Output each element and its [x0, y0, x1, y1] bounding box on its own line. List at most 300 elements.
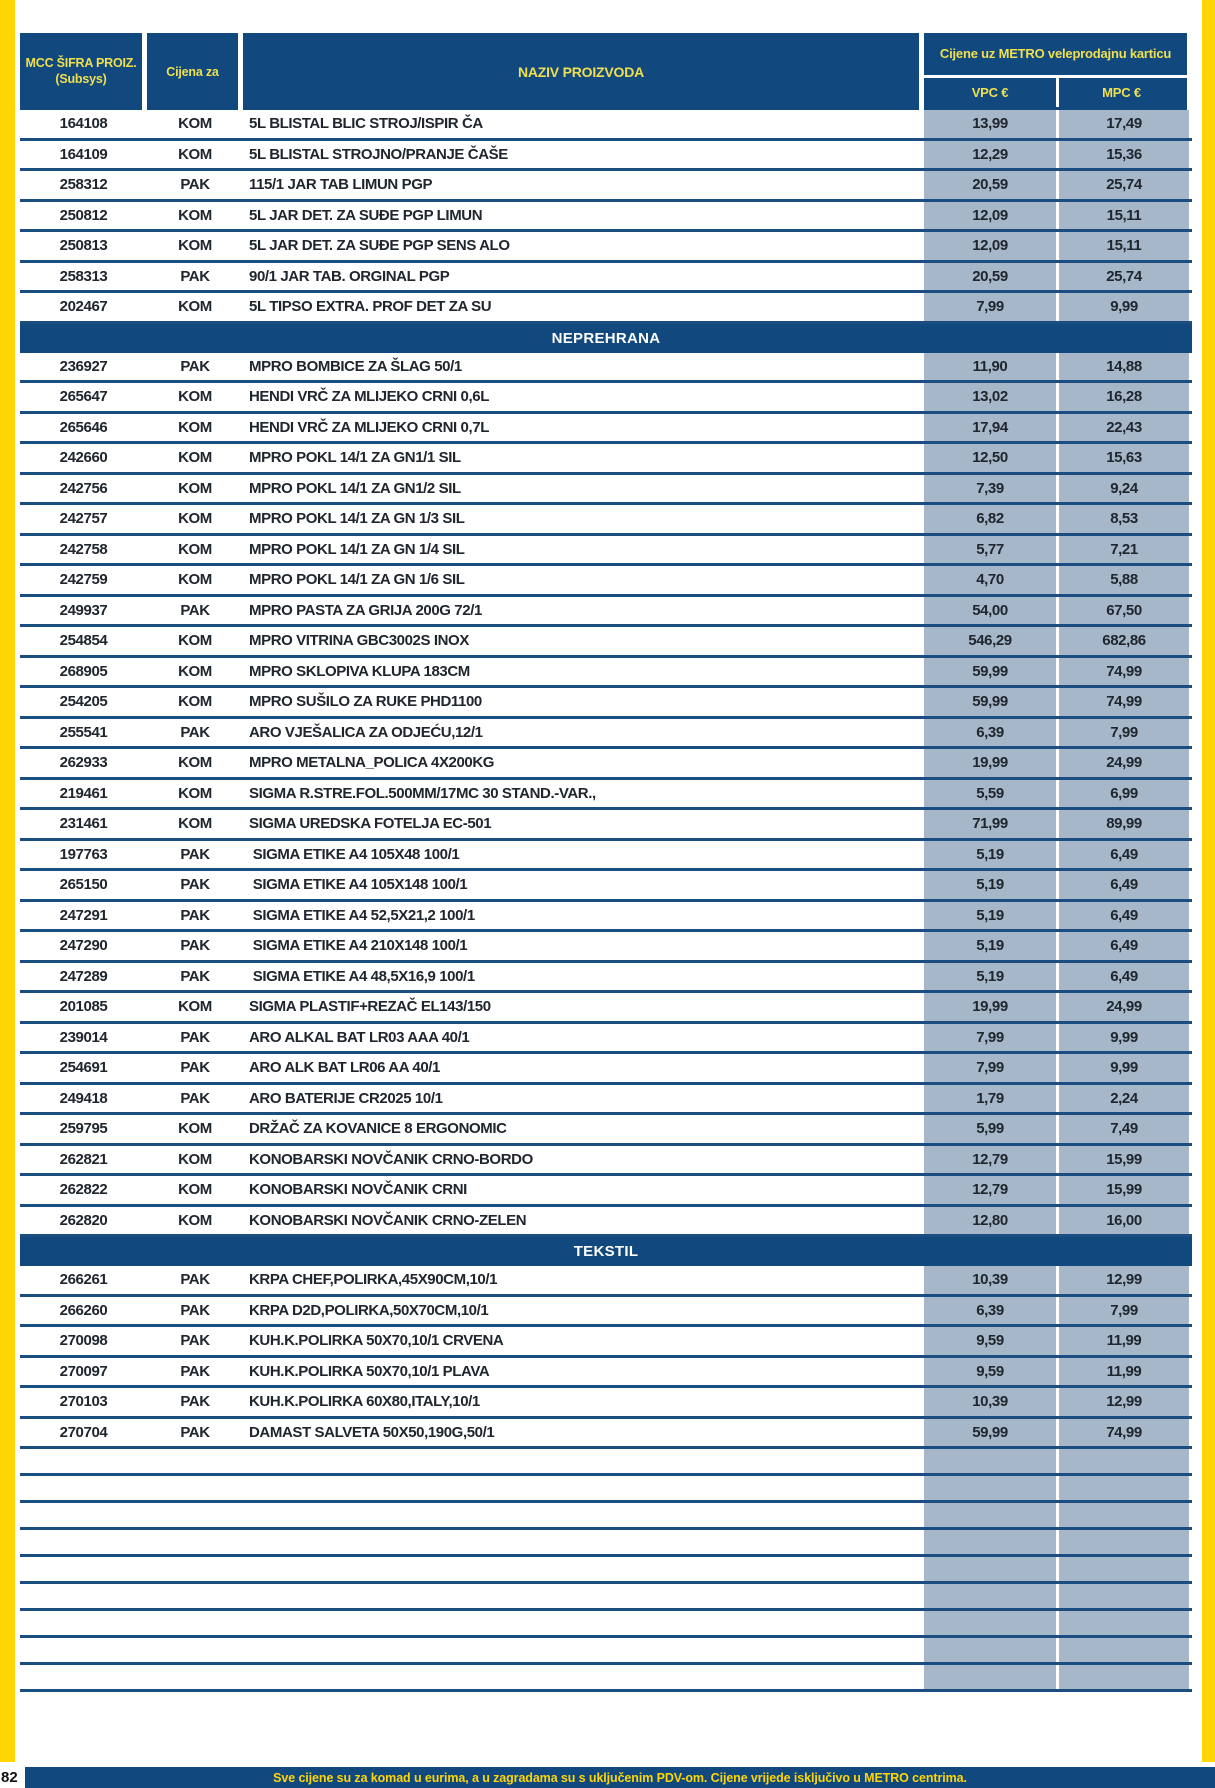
row-product-name — [243, 1611, 924, 1635]
row-code: 231461 — [59, 815, 108, 833]
row-unit: KOM — [178, 298, 212, 316]
row-code — [20, 1449, 147, 1473]
header-col-code-line2: (Subsys) — [55, 71, 107, 86]
row-unit: PAK — [180, 357, 210, 375]
row-mpc-price: 15,11 — [1059, 232, 1189, 260]
row-vpc-price: 54,00 — [924, 597, 1059, 625]
table-row — [20, 993, 1192, 1024]
row-vpc-price: 5,19 — [924, 932, 1059, 960]
row-unit: KOM — [178, 237, 212, 255]
row-unit: PAK — [180, 1059, 210, 1077]
row-code: 266261 — [59, 1271, 108, 1289]
row-unit: KOM — [178, 540, 212, 558]
table-row — [20, 444, 1192, 475]
row-product-name: ARO VJEŠALICA ZA ODJEĆU,12/1 — [249, 723, 483, 741]
row-product-name: KUH.K.POLIRKA 50X70,10/1 PLAVA — [249, 1362, 490, 1380]
row-product-name: MPRO POKL 14/1 ZA GN1/2 SIL — [249, 479, 461, 497]
table-row — [20, 597, 1192, 628]
row-vpc-price: 5,19 — [924, 963, 1059, 991]
row-vpc-price: 5,19 — [924, 902, 1059, 930]
row-mpc-price: 9,99 — [1059, 1024, 1189, 1052]
row-mpc-price: 22,43 — [1059, 414, 1189, 442]
row-mpc-price: 12,99 — [1059, 1266, 1189, 1294]
table-row — [20, 780, 1192, 811]
row-mpc-price: 2,24 — [1059, 1085, 1189, 1113]
row-vpc-price: 71,99 — [924, 810, 1059, 838]
row-unit: KOM — [178, 418, 212, 436]
row-mpc-price: 15,36 — [1059, 141, 1189, 169]
row-vpc-price: 10,39 — [924, 1266, 1059, 1294]
row-product-name: MPRO POKL 14/1 ZA GN1/1 SIL — [249, 449, 461, 467]
row-code: 254205 — [59, 693, 108, 711]
row-product-name — [243, 1476, 924, 1500]
empty-row — [20, 1530, 1192, 1557]
row-vpc-price: 59,99 — [924, 1419, 1059, 1447]
row-mpc-price: 9,99 — [1059, 1054, 1189, 1082]
row-code: 247291 — [59, 906, 108, 924]
row-mpc-price: 11,99 — [1059, 1358, 1189, 1386]
row-vpc-price: 12,80 — [924, 1207, 1059, 1235]
row-vpc-price: 12,09 — [924, 232, 1059, 260]
row-mpc-price: 7,49 — [1059, 1115, 1189, 1143]
table-row — [20, 1297, 1192, 1328]
row-unit: KOM — [178, 662, 212, 680]
row-product-name: KUH.K.POLIRKA 50X70,10/1 CRVENA — [249, 1332, 504, 1350]
row-vpc-price: 9,59 — [924, 1358, 1059, 1386]
row-mpc-price — [1059, 1584, 1189, 1608]
table-row — [20, 658, 1192, 689]
row-code — [20, 1503, 147, 1527]
row-unit: PAK — [180, 1393, 210, 1411]
row-unit: KOM — [178, 1150, 212, 1168]
table-row — [20, 1115, 1192, 1146]
header-col-unit-label: Cijena za — [166, 64, 219, 79]
row-product-name: KUH.K.POLIRKA 60X80,ITALY,10/1 — [249, 1393, 480, 1411]
row-mpc-price: 6,49 — [1059, 902, 1189, 930]
table-header — [20, 33, 1192, 110]
row-code: 236927 — [59, 357, 108, 375]
row-mpc-price: 6,49 — [1059, 871, 1189, 899]
row-mpc-price: 7,99 — [1059, 719, 1189, 747]
row-unit: KOM — [178, 754, 212, 772]
row-code: 270103 — [59, 1393, 108, 1411]
table-row — [20, 1176, 1192, 1207]
empty-row — [20, 1503, 1192, 1530]
row-mpc-price: 67,50 — [1059, 597, 1189, 625]
row-unit: PAK — [180, 601, 210, 619]
row-mpc-price: 11,99 — [1059, 1327, 1189, 1355]
row-product-name: ARO ALKAL BAT LR03 AAA 40/1 — [249, 1028, 470, 1046]
table-row — [20, 353, 1192, 384]
row-vpc-price: 546,29 — [924, 627, 1059, 655]
row-mpc-price — [1059, 1530, 1189, 1554]
table-row — [20, 963, 1192, 994]
row-vpc-price: 12,79 — [924, 1146, 1059, 1174]
row-product-name: MPRO SUŠILO ZA RUKE PHD1100 — [249, 693, 482, 711]
row-unit: KOM — [178, 784, 212, 802]
table-row — [20, 688, 1192, 719]
row-vpc-price: 7,99 — [924, 1024, 1059, 1052]
row-unit — [147, 1557, 243, 1581]
row-mpc-price: 25,74 — [1059, 263, 1189, 291]
row-vpc-price — [924, 1557, 1059, 1581]
row-vpc-price: 5,19 — [924, 841, 1059, 869]
row-code: 250813 — [59, 237, 108, 255]
row-product-name — [243, 1584, 924, 1608]
row-vpc-price: 19,99 — [924, 993, 1059, 1021]
table-row — [20, 141, 1192, 172]
row-code — [20, 1611, 147, 1635]
row-unit: KOM — [178, 115, 212, 133]
row-unit: PAK — [180, 1271, 210, 1289]
row-vpc-price: 6,39 — [924, 719, 1059, 747]
row-code: 265647 — [59, 388, 108, 406]
row-product-name: MPRO PASTA ZA GRIJA 200G 72/1 — [249, 601, 482, 619]
row-unit: KOM — [178, 998, 212, 1016]
row-code: 201085 — [59, 998, 108, 1016]
row-mpc-price — [1059, 1503, 1189, 1527]
table-row — [20, 1358, 1192, 1389]
row-code: 242758 — [59, 540, 108, 558]
row-code: 254691 — [59, 1059, 108, 1077]
row-unit: PAK — [180, 267, 210, 285]
row-vpc-price — [924, 1476, 1059, 1500]
table-row — [20, 902, 1192, 933]
row-mpc-price: 25,74 — [1059, 171, 1189, 199]
row-code: 242757 — [59, 510, 108, 528]
row-product-name: 5L BLISTAL STROJNO/PRANJE ČAŠE — [249, 145, 508, 163]
row-product-name: MPRO METALNA_POLICA 4X200KG — [249, 754, 495, 772]
row-code: 242756 — [59, 479, 108, 497]
row-code — [20, 1530, 147, 1554]
row-code: 266260 — [59, 1301, 108, 1319]
row-unit: KOM — [178, 815, 212, 833]
row-mpc-price: 15,11 — [1059, 202, 1189, 230]
row-code: 242759 — [59, 571, 108, 589]
table-row — [20, 566, 1192, 597]
table-body — [20, 110, 1192, 1692]
table-row — [20, 1024, 1192, 1055]
row-code — [20, 1476, 147, 1500]
table-row — [20, 1085, 1192, 1116]
row-vpc-price: 9,59 — [924, 1327, 1059, 1355]
row-unit: KOM — [178, 145, 212, 163]
row-unit — [147, 1449, 243, 1473]
row-product-name: 5L JAR DET. ZA SUĐE PGP LIMUN — [249, 206, 483, 224]
row-unit — [147, 1530, 243, 1554]
row-code: 270097 — [59, 1362, 108, 1380]
row-vpc-price: 5,77 — [924, 536, 1059, 564]
row-product-name: SIGMA PLASTIF+REZAČ EL143/150 — [249, 998, 491, 1016]
row-unit: PAK — [180, 1362, 210, 1380]
row-product-name: SIGMA ETIKE A4 48,5X16,9 100/1 — [249, 967, 475, 985]
row-unit: KOM — [178, 1211, 212, 1229]
left-accent-stripe — [0, 0, 15, 1762]
row-mpc-price: 6,49 — [1059, 932, 1189, 960]
row-mpc-price — [1059, 1611, 1189, 1635]
table-row — [20, 171, 1192, 202]
row-code: 262822 — [59, 1181, 108, 1199]
row-product-name: MPRO BOMBICE ZA ŠLAG 50/1 — [249, 357, 462, 375]
row-unit: KOM — [178, 632, 212, 650]
row-vpc-price: 7,39 — [924, 475, 1059, 503]
row-product-name: KONOBARSKI NOVČANIK CRNI — [249, 1181, 467, 1199]
row-vpc-price: 12,79 — [924, 1176, 1059, 1204]
row-code: 239014 — [59, 1028, 108, 1046]
row-mpc-price: 12,99 — [1059, 1388, 1189, 1416]
row-unit: PAK — [180, 967, 210, 985]
row-unit — [147, 1611, 243, 1635]
table-row — [20, 932, 1192, 963]
row-code: 258312 — [59, 176, 108, 194]
row-vpc-price: 12,50 — [924, 444, 1059, 472]
row-mpc-price: 17,49 — [1059, 110, 1189, 138]
row-product-name: SIGMA UREDSKA FOTELJA EC-501 — [249, 815, 492, 833]
row-product-name: SIGMA ETIKE A4 105X48 100/1 — [249, 845, 460, 863]
row-unit: KOM — [178, 206, 212, 224]
row-unit: PAK — [180, 723, 210, 741]
row-code: 247289 — [59, 967, 108, 985]
row-code: 255541 — [59, 723, 108, 741]
row-unit — [147, 1503, 243, 1527]
row-product-name — [243, 1530, 924, 1554]
row-vpc-price: 59,99 — [924, 688, 1059, 716]
row-mpc-price — [1059, 1638, 1189, 1662]
row-product-name: KRPA CHEF,POLIRKA,45X90CM,10/1 — [249, 1271, 498, 1289]
row-code: 259795 — [59, 1120, 108, 1138]
row-product-name — [243, 1665, 924, 1689]
row-vpc-price: 1,79 — [924, 1085, 1059, 1113]
row-product-name: 5L TIPSO EXTRA. PROF DET ZA SU — [249, 298, 492, 316]
row-code: 249418 — [59, 1089, 108, 1107]
row-product-name: HENDI VRČ ZA MLIJEKO CRNI 0,6L — [249, 388, 489, 406]
row-code: 254854 — [59, 632, 108, 650]
row-code: 268905 — [59, 662, 108, 680]
row-mpc-price: 15,63 — [1059, 444, 1189, 472]
row-product-name: DAMAST SALVETA 50X50,190G,50/1 — [249, 1423, 495, 1441]
row-unit: KOM — [178, 479, 212, 497]
empty-row — [20, 1449, 1192, 1476]
row-mpc-price: 74,99 — [1059, 658, 1189, 686]
table-row — [20, 749, 1192, 780]
row-mpc-price: 74,99 — [1059, 688, 1189, 716]
row-product-name — [243, 1503, 924, 1527]
table-row — [20, 293, 1192, 324]
page-number: 82 — [1, 1769, 18, 1786]
row-product-name: HENDI VRČ ZA MLIJEKO CRNI 0,7L — [249, 418, 489, 436]
row-mpc-price: 6,49 — [1059, 963, 1189, 991]
row-product-name: SIGMA ETIKE A4 52,5X21,2 100/1 — [249, 906, 475, 924]
row-unit: PAK — [180, 1332, 210, 1350]
table-row — [20, 263, 1192, 294]
section-label: TEKSTIL — [573, 1243, 639, 1260]
row-unit — [147, 1476, 243, 1500]
header-col-mpc: MPC € — [1102, 85, 1141, 100]
row-mpc-price: 89,99 — [1059, 810, 1189, 838]
row-product-name: 115/1 JAR TAB LIMUN PGP — [249, 176, 433, 194]
row-vpc-price: 10,39 — [924, 1388, 1059, 1416]
row-vpc-price — [924, 1665, 1059, 1689]
row-product-name — [243, 1638, 924, 1662]
row-vpc-price: 4,70 — [924, 566, 1059, 594]
row-mpc-price: 9,99 — [1059, 293, 1189, 321]
header-prices-title: Cijene uz METRO veleprodajnu karticu — [924, 33, 1187, 78]
row-vpc-price: 20,59 — [924, 263, 1059, 291]
row-code: 262933 — [59, 754, 108, 772]
row-code: 270704 — [59, 1423, 108, 1441]
row-unit: KOM — [178, 388, 212, 406]
row-code — [20, 1584, 147, 1608]
table-row — [20, 719, 1192, 750]
row-mpc-price: 14,88 — [1059, 353, 1189, 381]
row-mpc-price: 6,49 — [1059, 841, 1189, 869]
row-vpc-price: 19,99 — [924, 749, 1059, 777]
row-product-name — [243, 1557, 924, 1581]
row-mpc-price: 7,99 — [1059, 1297, 1189, 1325]
row-unit: KOM — [178, 571, 212, 589]
row-unit: KOM — [178, 1181, 212, 1199]
row-product-name: ARO BATERIJE CR2025 10/1 — [249, 1089, 443, 1107]
header-col-name — [243, 33, 924, 110]
row-vpc-price: 12,29 — [924, 141, 1059, 169]
row-unit: KOM — [178, 693, 212, 711]
row-product-name: MPRO POKL 14/1 ZA GN 1/3 SIL — [249, 510, 465, 528]
row-mpc-price: 5,88 — [1059, 566, 1189, 594]
row-product-name: KRPA D2D,POLIRKA,50X70CM,10/1 — [249, 1301, 489, 1319]
empty-row — [20, 1476, 1192, 1503]
row-product-name: SIGMA ETIKE A4 105X148 100/1 — [249, 876, 468, 894]
row-product-name: KONOBARSKI NOVČANIK CRNO-BORDO — [249, 1150, 533, 1168]
row-code: 219461 — [59, 784, 108, 802]
row-code: 265150 — [59, 876, 108, 894]
row-mpc-price: 16,00 — [1059, 1207, 1189, 1235]
header-prices-subrow — [924, 78, 1187, 107]
header-col-name-label: NAZIV PROIZVODA — [517, 63, 645, 80]
row-vpc-price: 20,59 — [924, 171, 1059, 199]
row-code: 242660 — [59, 449, 108, 467]
row-vpc-price: 7,99 — [924, 293, 1059, 321]
section-row — [20, 324, 1192, 353]
row-vpc-price: 13,99 — [924, 110, 1059, 138]
row-mpc-price — [1059, 1557, 1189, 1581]
row-code: 250812 — [59, 206, 108, 224]
row-unit: PAK — [180, 906, 210, 924]
row-code: 164109 — [59, 145, 108, 163]
table-row — [20, 110, 1192, 141]
row-code — [20, 1557, 147, 1581]
row-product-name: SIGMA R.STRE.FOL.500MM/17MC 30 STAND.-VAR., — [249, 784, 596, 802]
row-unit: PAK — [180, 1301, 210, 1319]
row-vpc-price: 5,59 — [924, 780, 1059, 808]
table-row — [20, 536, 1192, 567]
row-code: 202467 — [59, 298, 108, 316]
header-col-code-line1: MCC ŠIFRA PROIZ. — [25, 55, 137, 70]
table-row — [20, 1388, 1192, 1419]
header-col-unit — [147, 33, 243, 110]
row-unit: KOM — [178, 1120, 212, 1138]
row-code: 258313 — [59, 267, 108, 285]
row-vpc-price: 12,09 — [924, 202, 1059, 230]
row-mpc-price — [1059, 1476, 1189, 1500]
row-vpc-price — [924, 1503, 1059, 1527]
row-vpc-price — [924, 1638, 1059, 1662]
row-product-name: MPRO VITRINA GBC3002S INOX — [249, 632, 469, 650]
row-unit: PAK — [180, 845, 210, 863]
row-vpc-price: 59,99 — [924, 658, 1059, 686]
footer-note: Sve cijene su za komad u eurima, a u zagradama su s uključenim PDV-om. Cijene vrijede isključivo u METRO centrima. — [273, 1770, 967, 1785]
row-vpc-price — [924, 1611, 1059, 1635]
table-row — [20, 627, 1192, 658]
header-col-code — [20, 33, 147, 110]
table-row — [20, 841, 1192, 872]
row-mpc-price: 9,24 — [1059, 475, 1189, 503]
row-mpc-price: 7,21 — [1059, 536, 1189, 564]
row-code — [20, 1665, 147, 1689]
row-mpc-price: 16,28 — [1059, 383, 1189, 411]
row-mpc-price: 6,99 — [1059, 780, 1189, 808]
table-row — [20, 232, 1192, 263]
table-row — [20, 414, 1192, 445]
table-row — [20, 1146, 1192, 1177]
empty-row — [20, 1665, 1192, 1692]
header-col-vpc: VPC € — [924, 78, 1059, 107]
row-vpc-price: 6,82 — [924, 505, 1059, 533]
empty-row — [20, 1557, 1192, 1584]
row-product-name: 5L JAR DET. ZA SUĐE PGP SENS ALO — [249, 237, 510, 255]
row-unit: KOM — [178, 449, 212, 467]
row-vpc-price: 6,39 — [924, 1297, 1059, 1325]
row-mpc-price: 74,99 — [1059, 1419, 1189, 1447]
table-row — [20, 202, 1192, 233]
row-unit: PAK — [180, 1028, 210, 1046]
row-product-name: DRŽAČ ZA KOVANICE 8 ERGONOMIC — [249, 1120, 507, 1138]
row-code: 164108 — [59, 115, 108, 133]
table-row — [20, 1207, 1192, 1238]
row-code: 262820 — [59, 1211, 108, 1229]
table-row — [20, 505, 1192, 536]
row-mpc-price — [1059, 1449, 1189, 1473]
row-vpc-price: 5,99 — [924, 1115, 1059, 1143]
row-mpc-price: 682,86 — [1059, 627, 1189, 655]
row-product-name: MPRO POKL 14/1 ZA GN 1/4 SIL — [249, 540, 465, 558]
row-vpc-price — [924, 1530, 1059, 1554]
row-vpc-price: 17,94 — [924, 414, 1059, 442]
row-product-name: MPRO POKL 14/1 ZA GN 1/6 SIL — [249, 571, 465, 589]
row-mpc-price: 8,53 — [1059, 505, 1189, 533]
row-product-name: MPRO SKLOPIVA KLUPA 183CM — [249, 662, 470, 680]
row-product-name: SIGMA ETIKE A4 210X148 100/1 — [249, 937, 468, 955]
table-row — [20, 1419, 1192, 1450]
row-unit: PAK — [180, 937, 210, 955]
row-unit: PAK — [180, 1423, 210, 1441]
empty-row — [20, 1584, 1192, 1611]
footer-bar — [25, 1767, 1215, 1788]
table-row — [20, 475, 1192, 506]
table-row — [20, 871, 1192, 902]
empty-row — [20, 1638, 1192, 1665]
row-unit — [147, 1638, 243, 1662]
row-product-name: 90/1 JAR TAB. ORGINAL PGP — [249, 267, 450, 285]
row-mpc-price: 15,99 — [1059, 1176, 1189, 1204]
right-accent-stripe — [1202, 0, 1215, 1762]
row-unit — [147, 1665, 243, 1689]
table-row — [20, 1327, 1192, 1358]
price-table — [20, 33, 1192, 1692]
section-row — [20, 1237, 1192, 1266]
row-unit: PAK — [180, 1089, 210, 1107]
row-code — [20, 1638, 147, 1662]
header-col-prices — [924, 33, 1187, 110]
